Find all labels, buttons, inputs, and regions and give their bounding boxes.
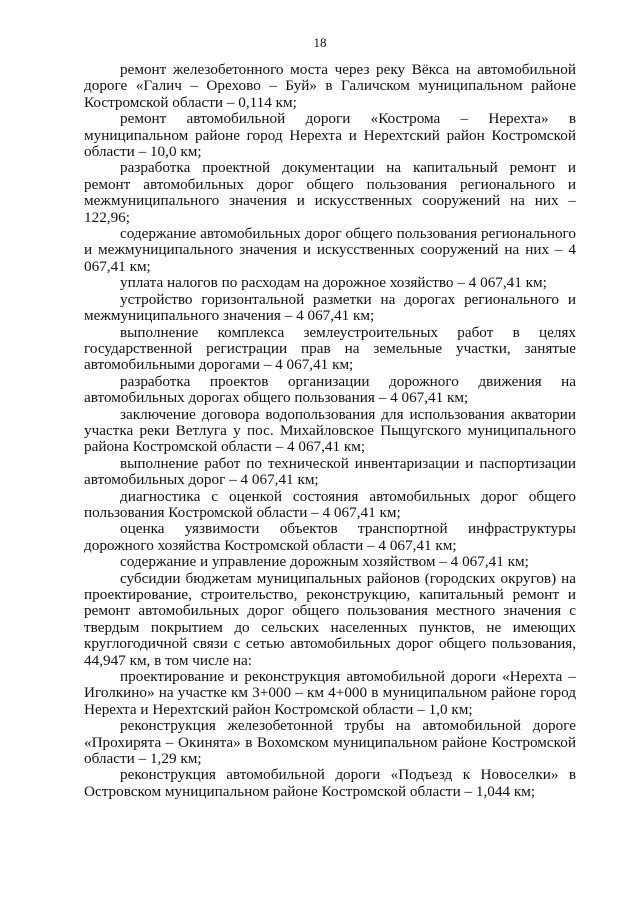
paragraph-vulnerability-assessment: оценка уязвимости объектов транспортной инфраструктуры дорожного хозяйства Костромской области – 4 067,41 км;	[84, 520, 576, 554]
paragraph-novoselki-road: реконструкция автомобильной дороги «Подъезд к Новоселки» в Островском муниципальном районе Костромской области – 1,044 км;	[84, 766, 576, 800]
paragraph-road-maintenance: содержание автомобильных дорог общего пользования регионального и межмуниципального значения и искусственных сооружений на них – 4 067,41 км;	[84, 225, 576, 275]
paragraph-management: содержание и управление дорожным хозяйством – 4 067,41 км;	[120, 553, 529, 571]
paragraph-water-use-contract: заключение договора водопользования для использования акватории участка реки Ветлуга у пос. Михайловское Пыщугского муниципального района Костромской области – 4 067,41 км;	[84, 405, 576, 456]
paragraph-culvert-reconstruction: реконструкция железобетонной трубы на автомобильной дороге «Прохирята – Окинята» в Вохомском муниципальном районе Костромской области – 1,29 км;	[84, 717, 576, 768]
paragraph-diagnostics: диагностика с оценкой состояния автомобильных дорог общего пользования Костромской области – 4 067,41 км;	[84, 487, 576, 521]
paragraph-subsidies: субсидии бюджетам муниципальных районов (городских округов) на проектирование, строительство, реконструкцию, капитальный ремонт и ремонт автомобильных дорог общего пользования местного значения с твердым покрытием до сельских населенных пунктов, не имеющих круглогодичной связи с сетью автомобильных дорог общего пользования, 44,947 км, в том числе на:	[84, 569, 576, 669]
paragraph-bridge-repair-veksa: ремонт железобетонного моста через реку Вёкса на автомобильной дороге «Галич – Орехово – Буй» в Галичском муниципальном районе Костромской области – 0,114 км;	[84, 61, 576, 111]
paragraph-road-repair-kostroma-nerekhta: ремонт автомобильной дороги «Кострома – Нерехта» в муниципальном районе город Нерехта и Нерехтский район Костромской области – 10,0 км;	[84, 110, 576, 161]
paragraph-road-marking: устройство горизонтальной разметки на дорогах регионального и межмуниципального значения – 4 067,41 км;	[84, 290, 576, 325]
paragraph-land-survey: выполнение комплекса землеустроительных работ в целях государственной регистрации прав на земельные участки, занятые автомобильными дорогами – 4 067,41 км;	[84, 323, 576, 374]
paragraph-traffic-projects: разработка проектов организации дорожного движения на автомобильных дорогах общего пользования – 4 067,41 км;	[84, 372, 576, 407]
paragraph-inventory-certification: выполнение работ по технической инвентаризации и паспортизации автомобильных дорог – 4 067,41 км;	[84, 454, 576, 489]
page-number: 18	[313, 35, 327, 50]
paragraph-design-documentation: разработка проектной документации на капитальный ремонт и ремонт автомобильных дорог общего пользования регионального и межмуниципального значения и искусственных сооружений на них – 122,96;	[84, 159, 576, 226]
paragraph-nerekhta-igolkino: проектирование и реконструкция автомобильной дороги «Нерехта – Иголкино» на участке км 3+000 – км 4+000 в муниципальном районе город Нерехта и Нерехтский район Костромской области – 1,0 км;	[84, 668, 576, 718]
paragraph-taxes: уплата налогов по расходам на дорожное хозяйство – 4 067,41 км;	[120, 274, 547, 292]
document-body	[84, 62, 576, 800]
